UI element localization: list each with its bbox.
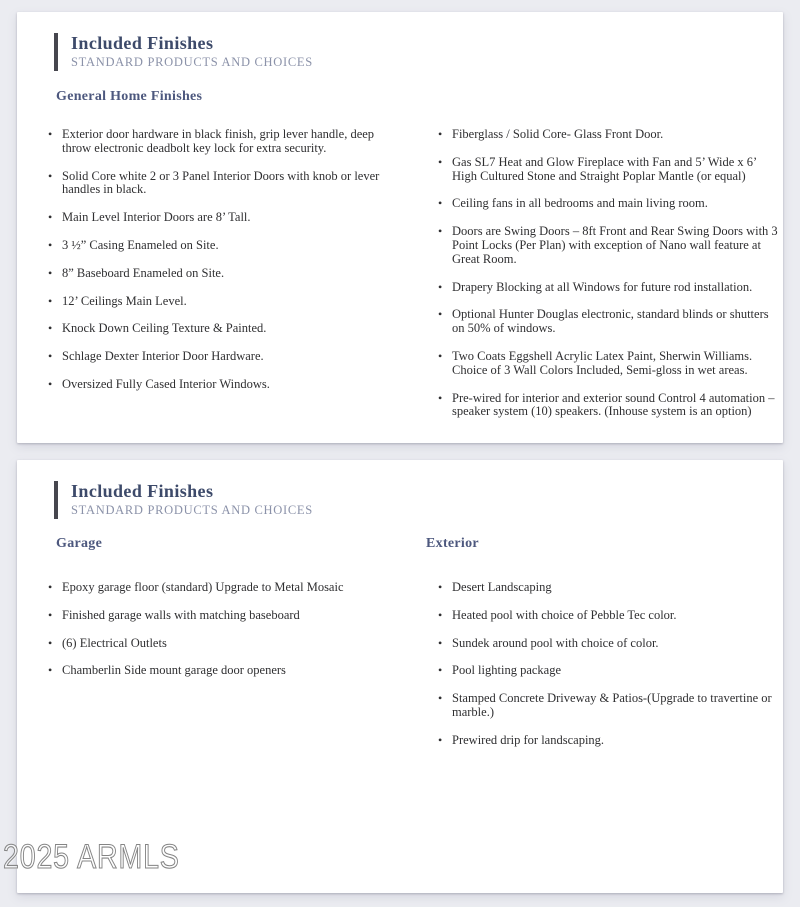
list-item: • Main Level Interior Doors are 8’ Tall. — [47, 211, 402, 225]
list-item: • Pre-wired for interior and exterior sound Control 4 automation – speaker system (10) speakers. (Inhouse system is an option) — [437, 392, 783, 420]
list-item: • (6) Electrical Outlets — [47, 637, 402, 651]
list-item: • Desert Landscaping — [437, 581, 783, 595]
list-item: • Fiberglass / Solid Core- Glass Front Door. — [437, 128, 783, 142]
left-column-list — [47, 128, 402, 433]
exterior-list — [437, 581, 783, 762]
list-item: • Doors are Swing Doors – 8ft Front and Rear Swing Doors with 3 Point Locks (Per Plan) with exception of Nano wall feature at Great Room. — [437, 225, 783, 266]
list-item: • Knock Down Ceiling Texture & Painted. — [47, 322, 402, 336]
list-item: • Drapery Blocking at all Windows for future rod installation. — [437, 281, 783, 295]
list-item: • Stamped Concrete Driveway & Patios-(Upgrade to travertine or marble.) — [437, 692, 783, 720]
right-column-list — [437, 128, 783, 433]
list-item: • Prewired drip for landscaping. — [437, 734, 783, 748]
two-column-list — [47, 128, 783, 433]
list-item: • Epoxy garage floor (standard) Upgrade to Metal Mosaic — [47, 581, 402, 595]
section-heading-garage: Garage — [56, 536, 103, 551]
list-item: • 12’ Ceilings Main Level. — [47, 295, 402, 309]
list-item: • Exterior door hardware in black finish, grip lever handle, deep throw electronic deadbolt key lock for extra security. — [47, 128, 402, 156]
section-heading-exterior: Exterior — [426, 536, 479, 551]
page-subtitle: STANDARD PRODUCTS AND CHOICES — [71, 55, 313, 69]
page-header — [54, 481, 783, 519]
list-item: • Optional Hunter Douglas electronic, standard blinds or shutters on 50% of windows. — [437, 308, 783, 336]
list-item: • Pool lighting package — [437, 664, 783, 678]
list-item: • Solid Core white 2 or 3 Panel Interior Doors with knob or lever handles in black. — [47, 170, 402, 198]
section-heading-general-home-finishes: General Home Finishes — [56, 89, 203, 104]
list-item: • Schlage Dexter Interior Door Hardware. — [47, 350, 402, 364]
page-header — [54, 33, 783, 71]
list-item: • 3 ½” Casing Enameled on Site. — [47, 239, 402, 253]
garage-list — [47, 581, 402, 762]
header-accent-bar — [54, 481, 58, 519]
armls-watermark: 2025 ARMLS — [3, 838, 180, 876]
list-item: • Two Coats Eggshell Acrylic Latex Paint, Sherwin Williams. Choice of 3 Wall Colors Included, Semi-gloss in wet areas. — [437, 350, 783, 378]
list-item: • Chamberlin Side mount garage door openers — [47, 664, 402, 678]
finishes-page-garage-exterior — [17, 460, 783, 893]
list-item: • Ceiling fans in all bedrooms and main living room. — [437, 197, 783, 211]
page-subtitle: STANDARD PRODUCTS AND CHOICES — [71, 503, 313, 517]
list-item: • Sundek around pool with choice of color. — [437, 637, 783, 651]
list-item: • Heated pool with choice of Pebble Tec color. — [437, 609, 783, 623]
page-title: Included Finishes — [71, 33, 214, 53]
list-item: • Finished garage walls with matching baseboard — [47, 609, 402, 623]
page-title: Included Finishes — [71, 481, 214, 501]
header-title-block — [71, 481, 313, 519]
list-item: • Oversized Fully Cased Interior Windows. — [47, 378, 402, 392]
two-column-list — [47, 581, 783, 762]
list-item: • Gas SL7 Heat and Glow Fireplace with Fan and 5’ Wide x 6’ High Cultured Stone and Straight Poplar Mantle (or equal) — [437, 156, 783, 184]
section-headings-row — [17, 536, 783, 553]
header-accent-bar — [54, 33, 58, 71]
list-item: • 8” Baseboard Enameled on Site. — [47, 267, 402, 281]
finishes-page-general — [17, 12, 783, 443]
header-title-block — [71, 33, 313, 71]
